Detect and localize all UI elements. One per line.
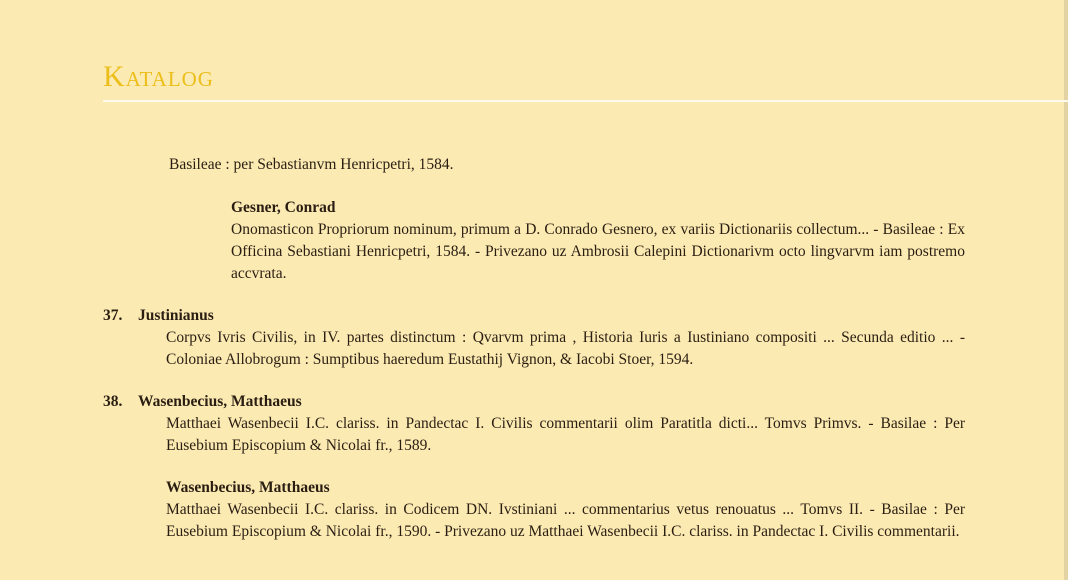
- entry-38b-author: Wasenbecius, Matthaeus: [166, 479, 330, 496]
- page-title: Katalog: [103, 60, 214, 93]
- entry-38-text: Matthaei Wasenbecii I.C. clariss. in Pandectac I. Civilis commentarii olim Paratitla dicti... Tomvs Primvs. - Basilae : Per Eusebium Episcopium & Nicolai fr., 1589.: [166, 415, 965, 454]
- entry-38b-text: Matthaei Wasenbecii I.C. clariss. in Codicem DN. Ivstiniani ... commentarius vetus renouatus ... Tomvs II. - Basilae : Per Eusebium Episcopium & Nicolai fr., 1590. - Privezano uz Matthaei Wasenbecii I.C. clariss. in Pandectac I. Civilis commentarii.: [166, 501, 965, 540]
- entry-37-text: Corpvs Ivris Civilis, in IV. partes distinctum : Qvarvm prima , Historia Iuris a Iustiniano compositi ... Secunda editio ... - Coloniae Allobrogum : Sumptibus haeredum Eustathij Vignon, & Iacobi Stoer, 1594.: [166, 329, 965, 368]
- gesner-text: Onomasticon Propriorum nominum, primum a D. Conrado Gesnero, ex variis Dictionariis collectum... - Basileae : Ex Officina Sebastiani Henricpetri, 1584. - Privezano uz Ambrosii Calepini Dictionarivm octo lingvarvm iam postremo accvrata.: [231, 221, 965, 282]
- gesner-author: Gesner, Conrad: [231, 199, 336, 216]
- entry-38-number: 38.: [103, 393, 123, 410]
- entry-38-author: Wasenbecius, Matthaeus: [138, 393, 302, 410]
- entry-37-author: Justinianus: [138, 307, 214, 324]
- continuation-line: Basileae : per Sebastianvm Henricpetri, 1584.: [169, 156, 454, 173]
- entry-37-number: 37.: [103, 307, 123, 324]
